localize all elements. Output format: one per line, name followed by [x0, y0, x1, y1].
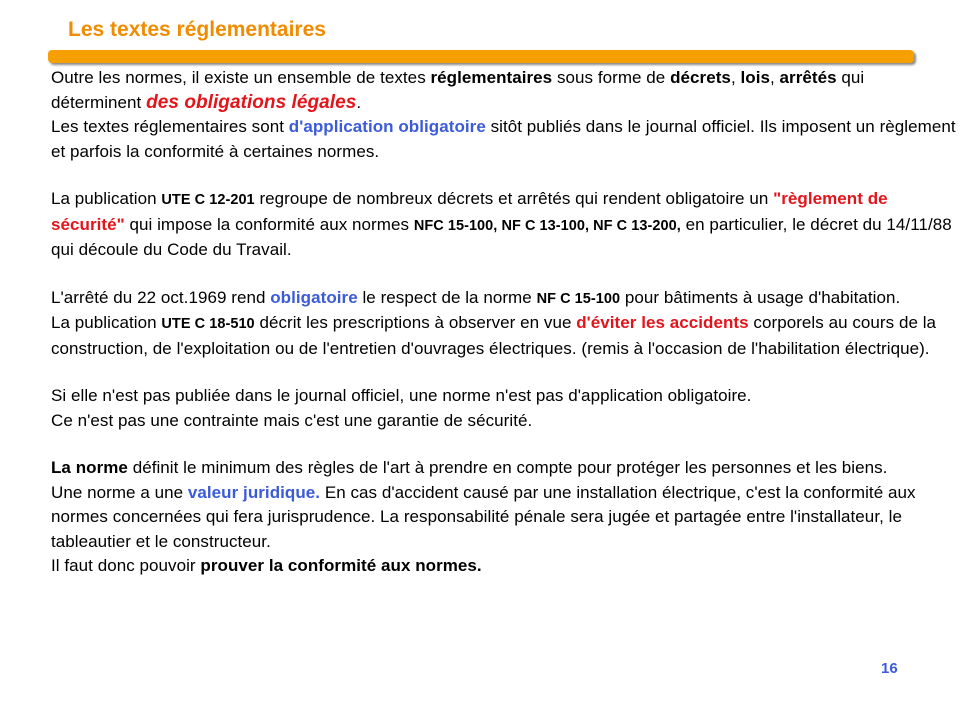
text-run: Les textes réglementaires sont	[51, 117, 289, 136]
text-run-bold: réglementaires	[430, 68, 553, 87]
title-underline-bar	[48, 50, 914, 63]
paragraph-not-published: Si elle n'est pas publiée dans le journal officiel, une norme n'est pas d'application obligatoire.	[51, 386, 752, 405]
paragraph-norm-definition	[51, 456, 956, 481]
paragraph-safety-guarantee: Ce n'est pas une contrainte mais c'est une garantie de sécurité.	[51, 410, 533, 430]
text-run: corporels au cours de la construction, de l'exploitation ou de l'entretien d'ouvrages électriques. (remis à l'occasion de l'habilitation électrique).	[51, 313, 937, 358]
text-run: Une norme a une	[51, 482, 188, 502]
text-run-bold: décrets	[670, 68, 731, 87]
spacer	[51, 164, 956, 187]
text-run-red-emphasis: des obligations légales	[146, 91, 357, 113]
text-run: L'arrêté du 22 oct.1969 rend	[51, 287, 271, 307]
paragraph-prove-conformity	[51, 554, 956, 579]
text-run: Outre les normes, il existe un ensemble de textes	[51, 68, 431, 87]
text-run-red-emphasis: d'éviter les accidents	[576, 313, 749, 332]
text-run-bold: La norme	[51, 458, 128, 477]
text-run-reference: NF C 15-100	[536, 290, 621, 307]
paragraph-legal-value	[51, 481, 956, 555]
text-run: La publication	[51, 189, 162, 208]
text-run-reference: NFC 15-100, NF C 13-100, NF C 13-200,	[413, 217, 681, 234]
paragraph-arrete-1969	[51, 286, 956, 312]
paragraph-ute-c-12-201	[51, 187, 956, 263]
slide-title: Les textes réglementaires	[68, 18, 326, 41]
text-run-reference: UTE C 12-201	[161, 192, 255, 208]
slide-body	[51, 66, 956, 579]
text-run-bold: prouver la conformité aux normes.	[200, 556, 482, 575]
text-run: définit le minimum des règles de l'art à prendre en compte pour protéger les personnes et les biens.	[127, 458, 888, 477]
spacer	[51, 361, 956, 384]
text-run: qui déterminent	[51, 68, 865, 112]
text-run: en particulier, le décret du 14/11/88 qui découle du Code du Travail.	[51, 214, 952, 259]
spacer	[51, 433, 956, 456]
text-run: Il faut donc pouvoir	[51, 556, 201, 575]
spacer	[51, 263, 956, 286]
text-run: .	[356, 92, 362, 112]
text-run: décrit les prescriptions à observer en vue	[254, 313, 577, 332]
text-run-bold: lois	[740, 68, 770, 87]
paragraph-mandatory-application	[51, 115, 956, 164]
text-run-reference: UTE C 18-510	[161, 316, 255, 332]
text-run-bold: arrêtés	[779, 68, 837, 87]
text-run: regroupe de nombreux décrets et arrêtés qui rendent obligatoire un	[254, 189, 774, 208]
text-run: ,	[769, 68, 780, 87]
text-run: ,	[730, 68, 741, 87]
text-run-blue-emphasis: obligatoire	[270, 287, 358, 307]
text-run: sitôt publiés dans le journal officiel. Ils imposent un règlement et parfois la conformité à certaines normes.	[51, 117, 956, 161]
text-run: sous forme de	[552, 68, 671, 87]
text-run-blue-emphasis: valeur juridique.	[187, 482, 321, 502]
text-run-red-emphasis: "règlement de sécurité"	[51, 189, 888, 234]
paragraph-ute-c-18-510	[51, 311, 956, 361]
page-number: 16	[881, 660, 898, 677]
text-run: qui impose la conformité aux normes	[124, 214, 414, 234]
text-run-blue-emphasis: d'application obligatoire	[288, 117, 486, 136]
text-run: le respect de la norme	[357, 287, 537, 307]
text-run: pour bâtiments à usage d'habitation.	[620, 287, 901, 307]
text-run: En cas d'accident causé par une installation électrique, c'est la conformité aux normes concernées qui fera jurisprudence. La responsabilité pénale sera jugée et partagée entre l'installateur, le tableautier et le constructeur.	[51, 482, 916, 551]
text-run: La publication	[51, 313, 162, 332]
paragraph-regulatory-intro	[51, 66, 956, 115]
